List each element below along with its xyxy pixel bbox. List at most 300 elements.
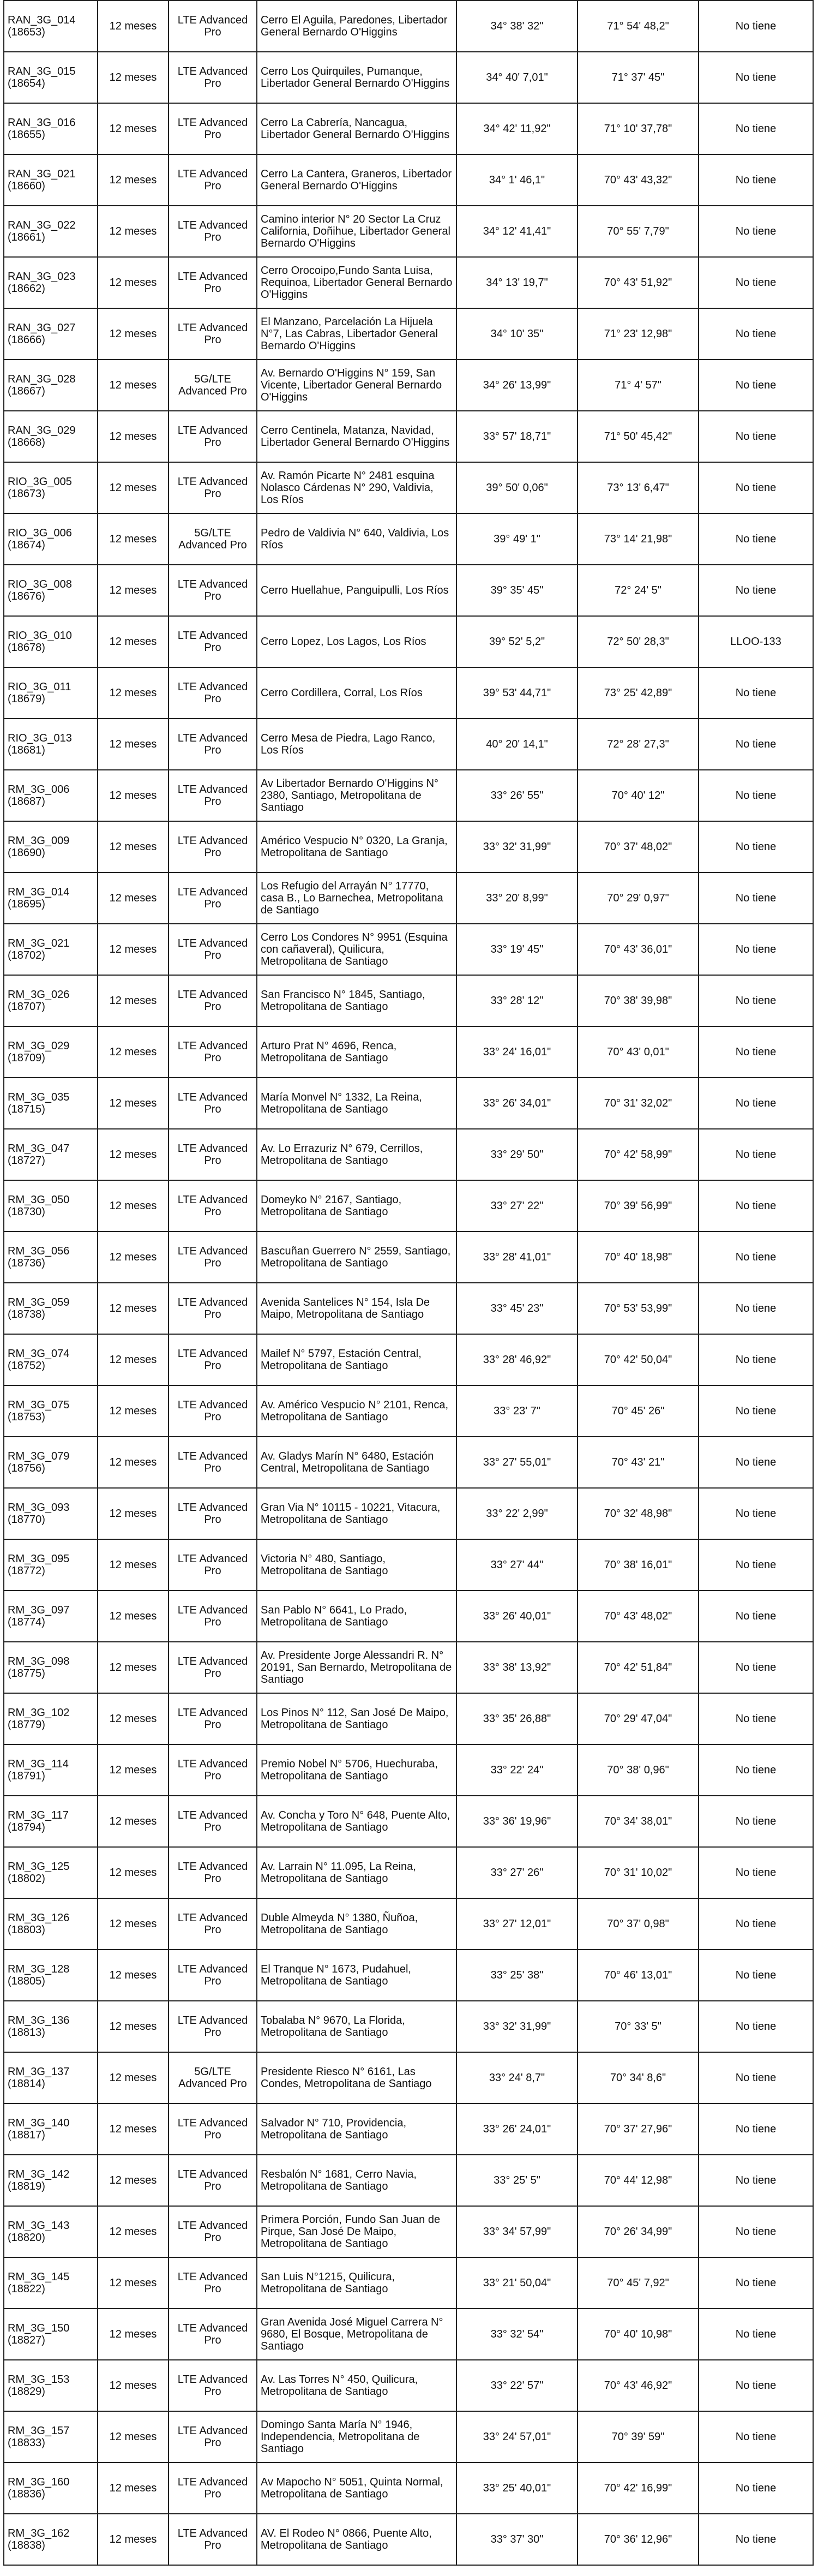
longitude-cell: 70° 55' 7,79" <box>578 206 699 257</box>
longitude-cell: 70° 37' 27,96" <box>578 2103 699 2155</box>
address-cell: Avenida Santelices N° 154, Isla De Maipo, Metropolitana de Santiago <box>257 1283 456 1334</box>
technology-cell: LTE Advanced Pro <box>169 52 257 103</box>
longitude-cell: 70° 37' 0,98" <box>578 1898 699 1950</box>
site-code: RM_3G_035 <box>8 1091 70 1103</box>
site-number: (18822) <box>8 2283 45 2295</box>
site-number: (18653) <box>8 26 45 38</box>
site-number: (18667) <box>8 385 45 397</box>
table-row <box>4 1334 813 1385</box>
address-cell: Cerro Cordillera, Corral, Los Ríos <box>257 667 456 719</box>
observation-cell: No tiene <box>699 719 813 770</box>
observation-cell: No tiene <box>699 1437 813 1488</box>
longitude-cell: 70° 40' 10,98" <box>578 2309 699 2360</box>
technology-cell: LTE Advanced Pro <box>169 1283 257 1334</box>
latitude-cell: 39° 50' 0,06" <box>456 462 578 513</box>
site-id-cell <box>4 667 98 719</box>
table-row <box>4 1488 813 1539</box>
table-row <box>4 52 813 103</box>
table-row <box>4 1744 813 1796</box>
longitude-cell: 70° 37' 48,02" <box>578 821 699 872</box>
address-cell: Av Libertador Bernardo O'Higgins N° 2380, Santiago, Metropolitana de Santiago <box>257 770 456 821</box>
site-number: (18690) <box>8 847 45 859</box>
address-cell: María Monvel N° 1332, La Reina, Metropolitana de Santiago <box>257 1078 456 1129</box>
address-cell: Cerro Lopez, Los Lagos, Los Ríos <box>257 616 456 667</box>
site-number: (18805) <box>8 1975 45 1987</box>
term-cell: 12 meses <box>98 1796 169 1847</box>
observation-cell: No tiene <box>699 2309 813 2360</box>
address-cell: El Tranque N° 1673, Pudahuel, Metropolitana de Santiago <box>257 1950 456 2001</box>
table-row <box>4 1283 813 1334</box>
site-number: (18736) <box>8 1257 45 1269</box>
site-id-cell <box>4 2155 98 2206</box>
address-cell: Tobalaba N° 9670, La Florida, Metropolitana de Santiago <box>257 2001 456 2052</box>
table-row <box>4 257 813 308</box>
technology-cell: LTE Advanced Pro <box>169 924 257 975</box>
longitude-cell: 72° 50' 28,3" <box>578 616 699 667</box>
site-code: RM_3G_128 <box>8 1963 70 1975</box>
site-id-cell <box>4 1180 98 1232</box>
site-id-cell <box>4 2103 98 2155</box>
latitude-cell: 33° 57' 18,71" <box>456 411 578 462</box>
latitude-cell: 33° 45' 23" <box>456 1283 578 1334</box>
latitude-cell: 33° 35' 26,88" <box>456 1693 578 1744</box>
observation-cell: No tiene <box>699 821 813 872</box>
technology-cell: LTE Advanced Pro <box>169 1898 257 1950</box>
term-cell: 12 meses <box>98 1744 169 1796</box>
site-number: (18827) <box>8 2334 45 2346</box>
address-cell: Av. Presidente Jorge Alessandri R. N° 20191, San Bernardo, Metropolitana de Santiago <box>257 1642 456 1693</box>
table-row <box>4 616 813 667</box>
address-cell: San Luis N°1215, Quilicura, Metropolitana de Santiago <box>257 2257 456 2309</box>
site-code: RM_3G_117 <box>8 1809 69 1821</box>
site-code: RM_3G_095 <box>8 1553 70 1565</box>
site-code: RM_3G_125 <box>8 1861 70 1873</box>
latitude-cell: 33° 28' 41,01" <box>456 1232 578 1283</box>
term-cell: 12 meses <box>98 770 169 821</box>
longitude-cell: 70° 31' 10,02" <box>578 1847 699 1898</box>
latitude-cell: 33° 26' 24,01" <box>456 2103 578 2155</box>
term-cell: 12 meses <box>98 1180 169 1232</box>
table-row <box>4 1898 813 1950</box>
observation-cell: No tiene <box>699 2463 813 2514</box>
site-id-cell <box>4 1898 98 1950</box>
site-id-cell <box>4 565 98 616</box>
site-id-cell <box>4 1078 98 1129</box>
address-cell: San Francisco N° 1845, Santiago, Metropolitana de Santiago <box>257 975 456 1026</box>
address-cell: Camino interior N° 20 Sector La Cruz California, Doñihue, Libertador General Bernardo O'Higgins <box>257 206 456 257</box>
site-id-cell <box>4 2411 98 2463</box>
latitude-cell: 34° 12' 41,41" <box>456 206 578 257</box>
observation-cell: No tiene <box>699 2155 813 2206</box>
longitude-cell: 70° 40' 18,98" <box>578 1232 699 1283</box>
site-number: (18678) <box>8 642 45 654</box>
technology-cell: LTE Advanced Pro <box>169 1591 257 1642</box>
site-code: RAN_3G_016 <box>8 117 76 129</box>
table-row <box>4 2309 813 2360</box>
technology-cell: LTE Advanced Pro <box>169 2206 257 2257</box>
latitude-cell: 33° 21' 50,04" <box>456 2257 578 2309</box>
address-cell: Victoria N° 480, Santiago, Metropolitana de Santiago <box>257 1539 456 1591</box>
observation-cell: No tiene <box>699 2052 813 2103</box>
site-code: RAN_3G_014 <box>8 14 76 26</box>
address-cell: Cerro Mesa de Piedra, Lago Ranco, Los Ríos <box>257 719 456 770</box>
observation-cell: No tiene <box>699 1180 813 1232</box>
table-row <box>4 1180 813 1232</box>
site-id-cell <box>4 206 98 257</box>
site-id-cell <box>4 1 98 52</box>
observation-cell: No tiene <box>699 411 813 462</box>
term-cell: 12 meses <box>98 1283 169 1334</box>
site-code: RM_3G_097 <box>8 1604 70 1616</box>
term-cell: 12 meses <box>98 462 169 513</box>
observation-cell: No tiene <box>699 1744 813 1796</box>
latitude-cell: 33° 28' 46,92" <box>456 1334 578 1385</box>
longitude-cell: 70° 34' 8,6" <box>578 2052 699 2103</box>
latitude-cell: 33° 24' 8,7" <box>456 2052 578 2103</box>
site-number: (18668) <box>8 437 45 449</box>
longitude-cell: 70° 42' 16,99" <box>578 2463 699 2514</box>
site-number: (18709) <box>8 1052 45 1064</box>
table-row <box>4 2411 813 2463</box>
term-cell: 12 meses <box>98 2463 169 2514</box>
site-number: (18756) <box>8 1462 45 1474</box>
term-cell: 12 meses <box>98 1488 169 1539</box>
latitude-cell: 34° 26' 13,99" <box>456 360 578 411</box>
latitude-cell: 33° 22' 57" <box>456 2360 578 2411</box>
site-number: (18791) <box>8 1770 45 1782</box>
longitude-cell: 71° 10' 37,78" <box>578 103 699 154</box>
observation-cell: No tiene <box>699 872 813 924</box>
longitude-cell: 70° 43' 0,01" <box>578 1026 699 1078</box>
site-code: RM_3G_142 <box>8 2168 70 2180</box>
address-cell: Cerro Los Quirquiles, Pumanque, Libertador General Bernardo O'Higgins <box>257 52 456 103</box>
site-code: RM_3G_143 <box>8 2220 70 2232</box>
site-id-cell <box>4 1591 98 1642</box>
table-row <box>4 719 813 770</box>
site-code: RAN_3G_022 <box>8 219 76 231</box>
site-id-cell <box>4 1026 98 1078</box>
term-cell: 12 meses <box>98 257 169 308</box>
technology-cell: LTE Advanced Pro <box>169 1078 257 1129</box>
table-row <box>4 2360 813 2411</box>
site-number: (18820) <box>8 2232 45 2244</box>
observation-cell: No tiene <box>699 52 813 103</box>
term-cell: 12 meses <box>98 1232 169 1283</box>
observation-cell: No tiene <box>699 206 813 257</box>
latitude-cell: 33° 27' 22" <box>456 1180 578 1232</box>
longitude-cell: 70° 43' 48,02" <box>578 1591 699 1642</box>
latitude-cell: 33° 25' 38" <box>456 1950 578 2001</box>
site-code: RM_3G_029 <box>8 1040 70 1052</box>
longitude-cell: 70° 42' 51,84" <box>578 1642 699 1693</box>
latitude-cell: 34° 38' 32" <box>456 1 578 52</box>
site-id-cell <box>4 1950 98 2001</box>
latitude-cell: 39° 53' 44,71" <box>456 667 578 719</box>
site-number: (18707) <box>8 1001 45 1013</box>
site-code: RM_3G_093 <box>8 1502 70 1514</box>
address-cell: Av. Ramón Picarte N° 2481 esquina Nolasco Cárdenas N° 290, Valdivia, Los Ríos <box>257 462 456 513</box>
site-id-cell <box>4 2257 98 2309</box>
site-code: RM_3G_006 <box>8 784 70 796</box>
term-cell: 12 meses <box>98 513 169 565</box>
term-cell: 12 meses <box>98 1 169 52</box>
table-row <box>4 821 813 872</box>
technology-cell: LTE Advanced Pro <box>169 2411 257 2463</box>
site-number: (18814) <box>8 2078 45 2090</box>
table-row <box>4 1642 813 1693</box>
longitude-cell: 70° 45' 26" <box>578 1385 699 1437</box>
observation-cell: No tiene <box>699 2001 813 2052</box>
site-id-cell <box>4 257 98 308</box>
document-page <box>3 0 813 2576</box>
site-code: RM_3G_153 <box>8 2374 70 2386</box>
site-number: (18752) <box>8 1360 45 1372</box>
site-code: RIO_3G_010 <box>8 630 72 642</box>
table-row <box>4 1847 813 1898</box>
site-id-cell <box>4 513 98 565</box>
observation-cell: No tiene <box>699 103 813 154</box>
technology-cell: LTE Advanced Pro <box>169 2309 257 2360</box>
site-code: RM_3G_114 <box>8 1758 69 1770</box>
technology-cell: LTE Advanced Pro <box>169 2463 257 2514</box>
observation-cell: No tiene <box>699 1129 813 1180</box>
site-number: (18819) <box>8 2180 45 2192</box>
technology-cell: LTE Advanced Pro <box>169 2360 257 2411</box>
observation-cell: No tiene <box>699 1693 813 1744</box>
site-code: RM_3G_102 <box>8 1707 70 1719</box>
address-cell: Cerro Centinela, Matanza, Navidad, Libertador General Bernardo O'Higgins <box>257 411 456 462</box>
site-code: RM_3G_145 <box>8 2271 70 2283</box>
table-row <box>4 206 813 257</box>
site-number: (18660) <box>8 180 45 192</box>
site-id-cell <box>4 52 98 103</box>
site-number: (18803) <box>8 1924 45 1936</box>
technology-cell: LTE Advanced Pro <box>169 154 257 206</box>
term-cell: 12 meses <box>98 411 169 462</box>
site-number: (18779) <box>8 1719 45 1731</box>
observation-cell: No tiene <box>699 154 813 206</box>
address-cell: Los Refugio del Arrayán N° 17770, casa B., Lo Barnechea, Metropolitana de Santiago <box>257 872 456 924</box>
longitude-cell: 70° 44' 12,98" <box>578 2155 699 2206</box>
site-number: (18838) <box>8 2539 45 2551</box>
site-number: (18738) <box>8 1308 45 1320</box>
technology-cell: LTE Advanced Pro <box>169 565 257 616</box>
site-number: (18661) <box>8 231 45 243</box>
technology-cell: LTE Advanced Pro <box>169 2103 257 2155</box>
table-row <box>4 2052 813 2103</box>
table-row <box>4 975 813 1026</box>
term-cell: 12 meses <box>98 565 169 616</box>
longitude-cell: 70° 29' 47,04" <box>578 1693 699 1744</box>
term-cell: 12 meses <box>98 1078 169 1129</box>
site-number: (18679) <box>8 693 45 705</box>
site-id-cell <box>4 154 98 206</box>
site-number: (18676) <box>8 590 45 602</box>
term-cell: 12 meses <box>98 1129 169 1180</box>
site-id-cell <box>4 821 98 872</box>
observation-cell: No tiene <box>699 975 813 1026</box>
technology-cell: LTE Advanced Pro <box>169 1642 257 1693</box>
table-row <box>4 1129 813 1180</box>
term-cell: 12 meses <box>98 872 169 924</box>
site-number: (18695) <box>8 898 45 910</box>
table-row <box>4 2257 813 2309</box>
term-cell: 12 meses <box>98 1950 169 2001</box>
technology-cell: LTE Advanced Pro <box>169 2001 257 2052</box>
technology-cell: LTE Advanced Pro <box>169 821 257 872</box>
longitude-cell: 70° 38' 0,96" <box>578 1744 699 1796</box>
technology-cell: LTE Advanced Pro <box>169 257 257 308</box>
table-row <box>4 103 813 154</box>
site-code: RM_3G_047 <box>8 1143 70 1155</box>
technology-cell: LTE Advanced Pro <box>169 308 257 360</box>
address-cell: Resbalón N° 1681, Cerro Navia, Metropolitana de Santiago <box>257 2155 456 2206</box>
term-cell: 12 meses <box>98 2001 169 2052</box>
latitude-cell: 33° 26' 34,01" <box>456 1078 578 1129</box>
address-cell: Av Mapocho N° 5051, Quinta Normal, Metropolitana de Santiago <box>257 2463 456 2514</box>
address-cell: El Manzano, Parcelación La Hijuela N°7, Las Cabras, Libertador General Bernardo O'Higgins <box>257 308 456 360</box>
latitude-cell: 33° 19' 45" <box>456 924 578 975</box>
site-id-cell <box>4 616 98 667</box>
site-number: (18654) <box>8 77 45 89</box>
site-number: (18702) <box>8 949 45 961</box>
table-row <box>4 360 813 411</box>
site-code: RM_3G_056 <box>8 1245 70 1257</box>
observation-cell: No tiene <box>699 770 813 821</box>
longitude-cell: 71° 50' 45,42" <box>578 411 699 462</box>
site-id-cell <box>4 1437 98 1488</box>
technology-cell: 5G/LTE Advanced Pro <box>169 513 257 565</box>
observation-cell: No tiene <box>699 2103 813 2155</box>
address-cell: Los Pinos N° 112, San José De Maipo, Metropolitana de Santiago <box>257 1693 456 1744</box>
site-id-cell <box>4 1539 98 1591</box>
observation-cell: No tiene <box>699 2514 813 2565</box>
table-row <box>4 1232 813 1283</box>
latitude-cell: 33° 36' 19,96" <box>456 1796 578 1847</box>
site-number: (18662) <box>8 283 45 295</box>
site-number: (18687) <box>8 796 45 808</box>
site-id-cell <box>4 1744 98 1796</box>
site-code: RAN_3G_015 <box>8 65 76 77</box>
longitude-cell: 70° 39' 59" <box>578 2411 699 2463</box>
longitude-cell: 70° 38' 16,01" <box>578 1539 699 1591</box>
address-cell: Cerro La Cantera, Graneros, Libertador General Bernardo O'Higgins <box>257 154 456 206</box>
address-cell: Cerro El Aguila, Paredones, Libertador General Bernardo O'Higgins <box>257 1 456 52</box>
site-number: (18833) <box>8 2437 45 2449</box>
address-cell: Duble Almeyda N° 1380, Ñuñoa, Metropolitana de Santiago <box>257 1898 456 1950</box>
site-code: RIO_3G_006 <box>8 527 72 539</box>
site-id-cell <box>4 2309 98 2360</box>
site-id-cell <box>4 1693 98 1744</box>
site-code: RM_3G_098 <box>8 1655 70 1667</box>
longitude-cell: 70° 43' 36,01" <box>578 924 699 975</box>
sites-table-body <box>4 1 813 2565</box>
term-cell: 12 meses <box>98 52 169 103</box>
site-id-cell <box>4 1847 98 1898</box>
site-id-cell <box>4 308 98 360</box>
longitude-cell: 73° 13' 6,47" <box>578 462 699 513</box>
table-row <box>4 308 813 360</box>
technology-cell: LTE Advanced Pro <box>169 2155 257 2206</box>
term-cell: 12 meses <box>98 616 169 667</box>
table-row <box>4 2463 813 2514</box>
technology-cell: LTE Advanced Pro <box>169 1385 257 1437</box>
site-code: RM_3G_074 <box>8 1348 70 1360</box>
observation-cell: No tiene <box>699 924 813 975</box>
longitude-cell: 73° 14' 21,98" <box>578 513 699 565</box>
site-number: (18802) <box>8 1873 45 1885</box>
latitude-cell: 34° 13' 19,7" <box>456 257 578 308</box>
technology-cell: LTE Advanced Pro <box>169 1950 257 2001</box>
latitude-cell: 34° 40' 7,01" <box>456 52 578 103</box>
observation-cell: No tiene <box>699 1796 813 1847</box>
site-code: RM_3G_014 <box>8 886 70 898</box>
term-cell: 12 meses <box>98 1898 169 1950</box>
latitude-cell: 33° 24' 57,01" <box>456 2411 578 2463</box>
site-code: RM_3G_126 <box>8 1912 70 1924</box>
site-id-cell <box>4 770 98 821</box>
address-cell: Mailef N° 5797, Estación Central, Metropolitana de Santiago <box>257 1334 456 1385</box>
address-cell: Cerro Los Condores N° 9951 (Esquina con cañaveral), Quilicura, Metropolitana de Santiago <box>257 924 456 975</box>
table-row <box>4 513 813 565</box>
observation-cell: No tiene <box>699 1847 813 1898</box>
observation-cell: No tiene <box>699 1898 813 1950</box>
longitude-cell: 70° 43' 46,92" <box>578 2360 699 2411</box>
observation-cell: No tiene <box>699 2206 813 2257</box>
site-code: RM_3G_009 <box>8 835 70 847</box>
site-id-cell <box>4 1642 98 1693</box>
observation-cell: No tiene <box>699 2411 813 2463</box>
table-row <box>4 2514 813 2565</box>
address-cell: Arturo Prat N° 4696, Renca, Metropolitana de Santiago <box>257 1026 456 1078</box>
longitude-cell: 70° 45' 7,92" <box>578 2257 699 2309</box>
longitude-cell: 72° 24' 5" <box>578 565 699 616</box>
observation-cell: No tiene <box>699 2360 813 2411</box>
observation-cell: No tiene <box>699 1283 813 1334</box>
latitude-cell: 33° 22' 2,99" <box>456 1488 578 1539</box>
observation-cell: No tiene <box>699 257 813 308</box>
site-code: RM_3G_026 <box>8 989 70 1001</box>
latitude-cell: 33° 32' 31,99" <box>456 821 578 872</box>
term-cell: 12 meses <box>98 308 169 360</box>
observation-cell: No tiene <box>699 1078 813 1129</box>
table-row <box>4 1539 813 1591</box>
site-id-cell <box>4 2514 98 2565</box>
site-id-cell <box>4 2463 98 2514</box>
latitude-cell: 33° 25' 40,01" <box>456 2463 578 2514</box>
latitude-cell: 33° 20' 8,99" <box>456 872 578 924</box>
latitude-cell: 33° 29' 50" <box>456 1129 578 1180</box>
site-number: (18829) <box>8 2386 45 2398</box>
table-row <box>4 924 813 975</box>
site-number: (18674) <box>8 539 45 551</box>
table-row <box>4 565 813 616</box>
table-row <box>4 1078 813 1129</box>
table-row <box>4 2001 813 2052</box>
technology-cell: LTE Advanced Pro <box>169 1539 257 1591</box>
latitude-cell: 33° 27' 12,01" <box>456 1898 578 1950</box>
technology-cell: LTE Advanced Pro <box>169 1847 257 1898</box>
technology-cell: LTE Advanced Pro <box>169 1129 257 1180</box>
term-cell: 12 meses <box>98 2206 169 2257</box>
term-cell: 12 meses <box>98 1847 169 1898</box>
site-code: RM_3G_137 <box>8 2066 70 2078</box>
table-row <box>4 154 813 206</box>
site-id-cell <box>4 411 98 462</box>
observation-cell: No tiene <box>699 308 813 360</box>
term-cell: 12 meses <box>98 719 169 770</box>
term-cell: 12 meses <box>98 1642 169 1693</box>
